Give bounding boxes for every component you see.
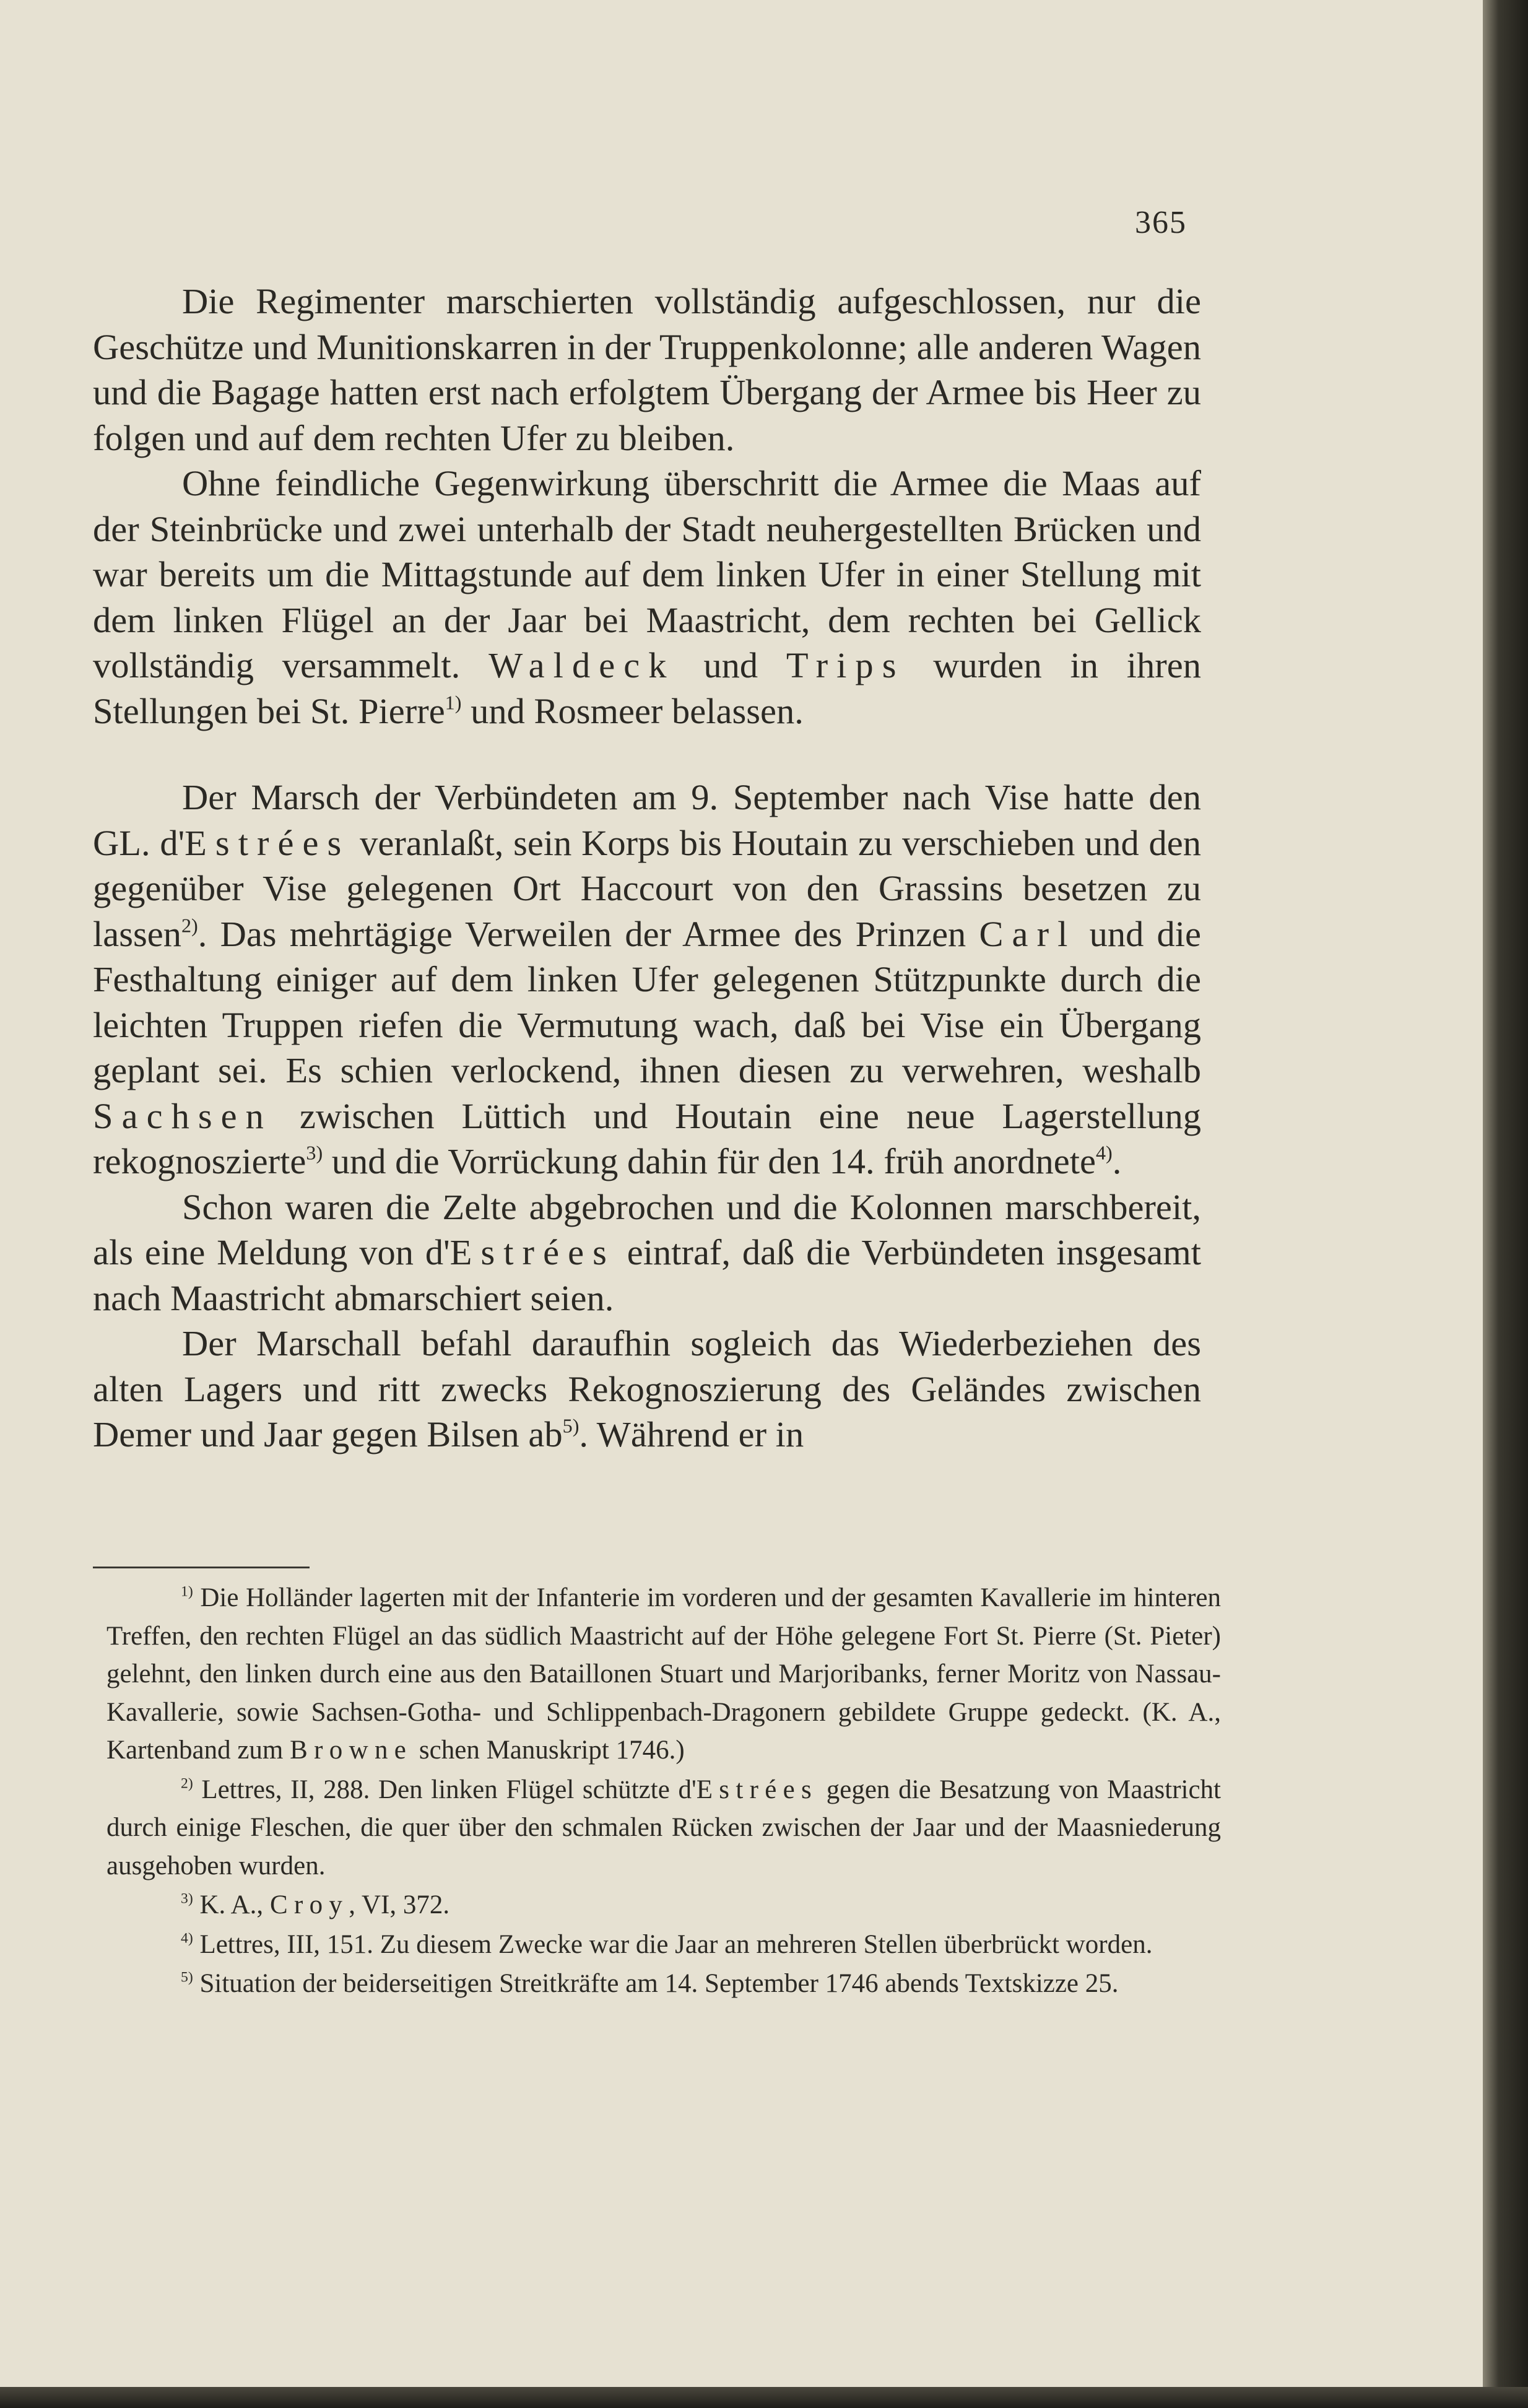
footnote <box>106 1965 1221 2003</box>
footnote-marker: 1) <box>181 1583 193 1600</box>
page-edge <box>1483 0 1528 2408</box>
paragraph-text: . Das mehrtägige Verweilen der Armee des Prinzen <box>198 913 966 954</box>
paragraph-text: . Während er in <box>579 1414 804 1454</box>
footnote-marker: 4) <box>181 1929 193 1946</box>
paragraph <box>93 1184 1201 1321</box>
spaced-name: Croy <box>269 1890 349 1919</box>
paragraph-text: zwischen Lüttich und Houtain eine neue Lagerstellung rekognoszierte <box>93 1095 1201 1181</box>
footnote-ref: 1) <box>445 690 462 713</box>
spaced-name: Waldeck <box>488 645 675 685</box>
spaced-name: Trips <box>786 645 905 685</box>
footnote-marker: 5) <box>181 1969 193 1986</box>
paragraph-text: Die Regimenter marschierten vollständig aufgeschlossen, nur die Geschütze und Munitionskarren in der Truppenkolonne; alle anderen Wagen und die Bagage hatten erst nach erfolgtem Übergang der Armee bis Heer zu folgen und auf dem rechten Ufer zu bleiben. <box>93 281 1201 458</box>
paragraph-text: veranlaßt, sein Korps bis Houtain zu verschieben und den gegenüber Vise gelegenen Ort Haccourt von den Grassins besetzen zu lassen <box>93 822 1202 954</box>
paragraph-text: und die Festhaltung einiger auf dem linken Ufer gelegenen Stützpunkte durch die leichten Truppen riefen die Vermutung wach, daß bei Vise ein Übergang geplant sei. Es schien verlockend, ihnen diesen zu verwehren, weshalb <box>93 913 1202 1090</box>
page-number: 365 <box>1135 205 1187 240</box>
footnote-divider <box>93 1567 310 1568</box>
paragraph <box>93 279 1201 461</box>
footnote <box>106 1926 1221 1964</box>
page-bottom-edge <box>0 2387 1528 2408</box>
footnote-text: Lettres, III, 151. Zu diesem Zwecke war die Jaar an mehreren Stellen überbrückt worden. <box>199 1929 1153 1959</box>
paragraph-text: eintraf, daß die Verbündeten insgesamt nach Maastricht abmarschiert seien. <box>93 1232 1202 1318</box>
footnote-text: K. A., <box>199 1890 264 1919</box>
spaced-name: Estrées <box>696 1775 818 1804</box>
paragraph <box>93 1321 1201 1458</box>
footnote-ref: 5) <box>562 1414 580 1437</box>
paragraph-text: Der Marsch der Verbündeten am 9. September nach Vise hatte den GL. d' <box>93 777 1201 863</box>
spaced-name: Browne <box>290 1736 413 1765</box>
paragraph-text: und die Vorrückung dahin für den 14. früh anordnete <box>331 1141 1096 1181</box>
paragraph-text: wurden in ihren Stellungen bei St. Pierre <box>93 645 1202 731</box>
footnote-marker: 2) <box>181 1775 193 1791</box>
spaced-name: Estrées <box>184 822 350 863</box>
footnote <box>106 1579 1221 1770</box>
footnote-text: gegen die Besatzung von Maastricht durch einige Fleschen, die quer über den schmalen Rücken zwischen der Jaar und der Maasniederung ausgehoben wurden. <box>106 1775 1222 1880</box>
footnote-marker: 3) <box>181 1890 193 1907</box>
footnote-ref: 3) <box>306 1141 323 1164</box>
spaced-name: Estrées <box>449 1232 615 1272</box>
footnote-text: Lettres, II, 288. Den linken Flügel schützte d' <box>201 1775 697 1804</box>
paragraph-text: und <box>703 645 758 685</box>
footnote-text: , VI, 372. <box>349 1890 450 1919</box>
spaced-name: Sachsen <box>93 1095 272 1136</box>
spaced-name: Carl <box>979 913 1077 954</box>
footnote <box>106 1771 1221 1885</box>
footnote-ref: 2) <box>181 913 198 936</box>
footnote-text: Situation der beiderseitigen Streitkräfte am 14. September 1746 abends Textskizze 25. <box>199 1969 1119 1998</box>
footnote-text: Die Holländer lagerten mit der Infanterie im vorderen und der gesamten Kavallerie im hinteren Treffen, den rechten Flügel an das südlich Maastricht auf der Höhe gelegene Fort St. Pierre (St. Pieter) gelehnt, den linken durch eine aus den Bataillonen Stuart und Marjoribanks, ferner Moritz von Nassau-Kavallerie, sowie Sachsen-Gotha- und Schlippenbach-Dragonern gebildete Gruppe gedeckt. (K. A., Kartenband zum <box>106 1583 1222 1765</box>
paragraph <box>93 461 1201 734</box>
paragraph <box>93 775 1201 1184</box>
paragraph-text: Schon waren die Zelte abgebrochen und die Kolonnen marschbereit, als eine Meldung von d' <box>93 1186 1201 1272</box>
footnote-ref: 4) <box>1095 1141 1113 1164</box>
paragraph-text: Ohne feindliche Gegenwirkung überschritt die Armee die Maas auf der Steinbrücke und zwei unterhalb der Stadt neuhergestellten Brücken und war bereits um die Mittagstunde auf dem linken Ufer in einer Stellung mit dem linken Flügel an der Jaar bei Maastricht, dem rechten bei Gellick vollständig versammelt. <box>93 463 1201 685</box>
footnote-text: schen Manuskript 1746.) <box>419 1736 685 1765</box>
footnote <box>106 1886 1221 1924</box>
paragraph-text: und Rosmeer belassen. <box>471 690 804 731</box>
paragraph-text: Der Marschall befahl daraufhin sogleich das Wiederbeziehen des alten Lagers und ritt zwecks Rekognoszierung des Geländes zwischen Demer und Jaar gegen Bilsen ab <box>93 1323 1201 1454</box>
paragraph-text: . <box>1112 1141 1122 1181</box>
main-text <box>93 279 1201 1458</box>
footnotes <box>106 1579 1221 2004</box>
